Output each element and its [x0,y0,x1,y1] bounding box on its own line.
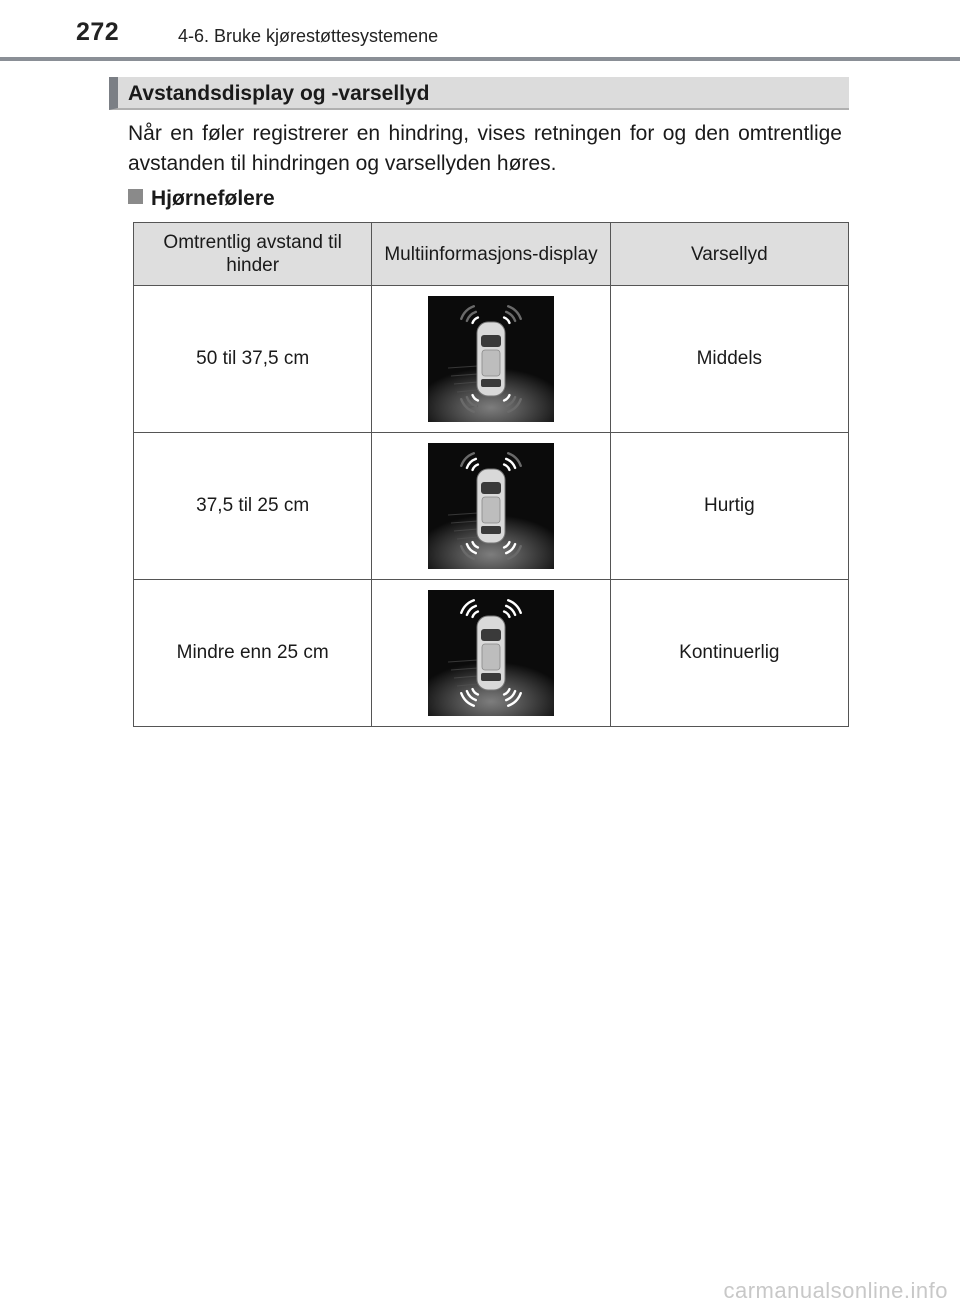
parking-sensor-display-icon [428,590,554,716]
display-cell [372,433,610,580]
display-cell [372,286,610,433]
chapter-title: 4-6. Bruke kjørestøttesystemene [178,26,439,46]
parking-sensor-display-icon [428,296,554,422]
subheading [128,187,275,211]
table-row [134,433,849,580]
page-header [0,0,960,62]
intro-paragraph: Når en føler registrerer en hindring, vises retningen for og den omtrentlige avstanden til hindringen og varsellyden høres. [128,122,842,175]
square-bullet-icon [128,189,143,204]
sound-cell: Middels [610,286,848,433]
display-cell [372,580,610,727]
table-row [134,286,849,433]
table-header-row [134,223,849,286]
section-heading [109,77,849,110]
distance-cell: Mindre enn 25 cm [134,580,372,727]
watermark: carmanualsonline.info [723,1278,948,1303]
subheading-text: Hjørnefølere [151,187,275,210]
header-display: Multiinformasjons-display [372,223,610,286]
distance-cell: 37,5 til 25 cm [134,433,372,580]
parking-sensor-display-icon [428,443,554,569]
sound-cell: Kontinuerlig [610,580,848,727]
distance-table [133,222,849,727]
sound-cell: Hurtig [610,433,848,580]
distance-cell: 50 til 37,5 cm [134,286,372,433]
header-sound: Varsellyd [610,223,848,286]
header-rule [0,57,960,61]
table-row [134,580,849,727]
page-number: 272 [76,18,120,46]
section-heading-text: Avstandsdisplay og -varsellyd [128,82,430,105]
header-distance: Omtrentlig avstand til hinder [134,223,372,286]
